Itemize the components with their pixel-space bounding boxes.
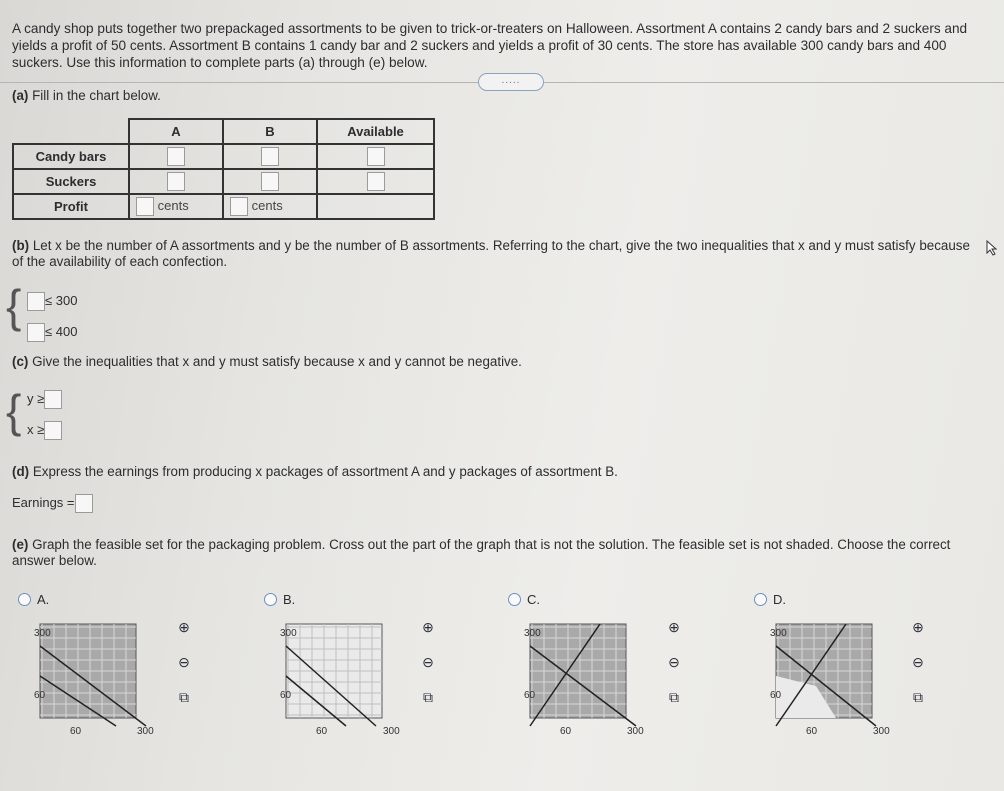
popout-icon[interactable]: ⧉: [179, 689, 189, 705]
part-e-prompt: (e) Graph the feasible set for the packaging problem. Cross out the part of the graph that is not the solution. The feasible set is not shaded. Choose the correct answer below.: [12, 537, 951, 568]
ineq-c-1-input[interactable]: [44, 390, 62, 409]
brace-b: {: [6, 280, 22, 332]
graph-option-d: [766, 616, 890, 737]
radio-c[interactable]: [508, 593, 521, 606]
popout-icon[interactable]: ⧉: [423, 689, 433, 705]
x-max-label: 300: [873, 726, 890, 737]
graph-option-a: [30, 616, 154, 737]
x-mark-label: 60: [316, 726, 328, 737]
y-mark-label: 60: [524, 690, 536, 701]
col-header-available: Available: [317, 119, 434, 144]
x-max-label: 300: [383, 726, 400, 737]
x-max-label: 300: [627, 726, 644, 737]
part-a-prompt: (a) Fill in the chart below.: [12, 88, 161, 103]
unit-label: cents: [251, 197, 283, 213]
x-mark-label: 60: [806, 726, 818, 737]
chart-table: [12, 118, 435, 220]
radio-b[interactable]: [264, 593, 277, 606]
ineq-b-2: ≤ 400: [27, 323, 77, 342]
popout-icon[interactable]: ⧉: [913, 689, 923, 705]
ineq-c-1: y ≥: [27, 390, 62, 409]
graph-option-b: [276, 616, 400, 737]
option-b-radio[interactable]: B.: [264, 591, 295, 609]
suckers-b-input[interactable]: [261, 172, 279, 191]
pointer-icon: [986, 240, 998, 261]
y-max-label: 300: [280, 628, 297, 639]
zoom-in-icon[interactable]: ⊕: [422, 619, 434, 635]
y-max-label: 300: [770, 628, 787, 639]
ineq-b-1: ≤ 300: [27, 292, 77, 311]
part-c-prompt: (c) Give the inequalities that x and y must satisfy because x and y cannot be negative.: [12, 354, 522, 369]
radio-d[interactable]: [754, 593, 767, 606]
option-a-radio[interactable]: A.: [18, 591, 49, 609]
y-max-label: 300: [524, 628, 541, 639]
profit-b-input[interactable]: [230, 197, 248, 216]
ineq-b-1-input[interactable]: [27, 292, 45, 311]
col-header-a: A: [129, 119, 223, 144]
suckers-available-input[interactable]: [367, 172, 385, 191]
option-d-radio[interactable]: D.: [754, 591, 786, 609]
x-mark-label: 60: [560, 726, 572, 737]
y-mark-label: 60: [34, 690, 46, 701]
y-max-label: 300: [34, 628, 51, 639]
earnings-label: Earnings =: [12, 494, 75, 510]
table-corner: [13, 119, 129, 144]
part-d-prompt: (d) Express the earnings from producing x packages of assortment A and y packages of assortment B.: [12, 464, 618, 479]
earnings-row: [12, 494, 93, 513]
option-c-radio[interactable]: C.: [508, 591, 540, 609]
zoom-in-icon[interactable]: ⊕: [668, 619, 680, 635]
x-mark-label: 60: [70, 726, 82, 737]
zoom-out-icon[interactable]: ⊖: [422, 654, 434, 670]
candy-b-input[interactable]: [261, 147, 279, 166]
zoom-out-icon[interactable]: ⊖: [912, 654, 924, 670]
graph-option-c: [520, 616, 644, 737]
y-mark-label: 60: [770, 690, 782, 701]
zoom-in-icon[interactable]: ⊕: [178, 619, 190, 635]
row-header-suckers: Suckers: [13, 169, 129, 194]
expand-more-button[interactable]: .....: [478, 73, 544, 91]
brace-c: {: [6, 385, 22, 437]
ineq-c-2: x ≥: [27, 421, 62, 440]
suckers-a-input[interactable]: [167, 172, 185, 191]
row-header-profit: Profit: [13, 194, 129, 219]
profit-a-input[interactable]: [136, 197, 154, 216]
problem-statement: A candy shop puts together two prepackaged assortments to be given to trick-or-treaters on Halloween. Assortment A contains 2 candy bars and 2 suckers and yields a profit of 50 cents. Assortment B contains 1 candy bar and 2 suckers and yields a profit of 30 cents. The store has available 300 candy bars and 400 suckers. Use this information to complete parts (a) through (e) below.: [12, 21, 968, 70]
x-max-label: 300: [137, 726, 154, 737]
part-b-prompt: (b) Let x be the number of A assortments and y be the number of B assortments. Referring to the chart, give the two inequalities that x and y must satisfy because of the availability of each confection.: [12, 238, 970, 269]
ineq-c-2-input[interactable]: [44, 421, 62, 440]
col-header-b: B: [223, 119, 317, 144]
zoom-out-icon[interactable]: ⊖: [668, 654, 680, 670]
radio-a[interactable]: [18, 593, 31, 606]
popout-icon[interactable]: ⧉: [669, 689, 679, 705]
candy-available-input[interactable]: [367, 147, 385, 166]
candy-a-input[interactable]: [167, 147, 185, 166]
zoom-out-icon[interactable]: ⊖: [178, 654, 190, 670]
y-mark-label: 60: [280, 690, 292, 701]
zoom-in-icon[interactable]: ⊕: [912, 619, 924, 635]
earnings-input[interactable]: [75, 494, 93, 513]
unit-label: cents: [157, 197, 189, 213]
row-header-candy: Candy bars: [13, 144, 129, 169]
ineq-b-2-input[interactable]: [27, 323, 45, 342]
